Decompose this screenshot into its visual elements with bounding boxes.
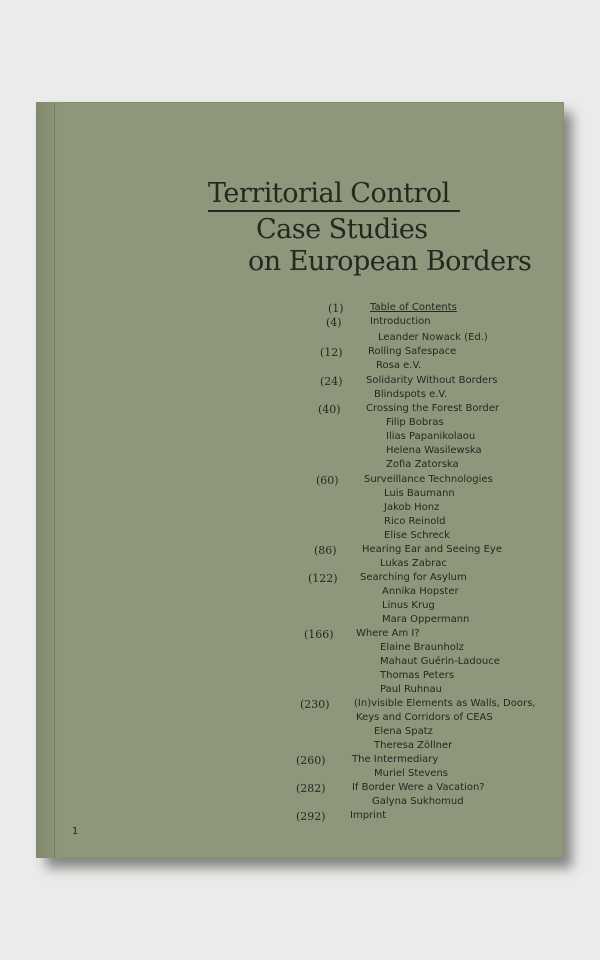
table-of-contents (36, 102, 564, 858)
toc-page-number: (24) (320, 375, 343, 388)
toc-chapter-title: Rolling Safespace (368, 346, 457, 357)
toc-page-number: (86) (314, 544, 337, 557)
toc-author: Muriel Stevens (374, 768, 449, 779)
book-cover (36, 102, 564, 858)
toc-chapter-title: Where Am I? (356, 628, 420, 639)
toc-chapter-title: Searching for Asylum (360, 572, 467, 583)
toc-chapter-title: (In)visible Elements as Walls, Doors, (354, 698, 536, 709)
toc-chapter-title: Hearing Ear and Seeing Eye (362, 544, 502, 555)
toc-chapter-title: Imprint (350, 810, 387, 821)
toc-author: Leander Nowack (Ed.) (378, 332, 488, 343)
toc-author: Jakob Honz (384, 502, 440, 513)
toc-author: Galyna Sukhomud (372, 796, 464, 807)
toc-author: Elena Spatz (374, 726, 433, 737)
toc-page-number: (230) (300, 698, 330, 711)
toc-author: Lukas Zabrac (380, 558, 447, 569)
toc-page-number: (122) (308, 572, 338, 585)
toc-author: Elise Schreck (384, 530, 450, 541)
book-subtitle-line-2: on European Borders (248, 246, 532, 277)
toc-page-number: (260) (296, 754, 326, 767)
toc-page-number: (166) (304, 628, 334, 641)
toc-page-number: (40) (318, 403, 341, 416)
book-title: Territorial Control (208, 178, 450, 209)
toc-author: Ilias Papanikolaou (386, 431, 476, 442)
toc-page-number: (60) (316, 474, 339, 487)
toc-author: Mahaut Guérin-Ladouce (380, 656, 500, 667)
toc-chapter-title: Introduction (370, 316, 431, 327)
toc-page-number: (4) (326, 316, 342, 329)
toc-author: Elaine Braunholz (380, 642, 464, 653)
toc-chapter-title: Crossing the Forest Border (366, 403, 500, 414)
toc-page-number: (12) (320, 346, 343, 359)
toc-page-number: (282) (296, 782, 326, 795)
toc-chapter-title: If Border Were a Vacation? (352, 782, 485, 793)
toc-author: Linus Krug (382, 600, 435, 611)
toc-page-number: (1) (328, 302, 344, 315)
toc-author: Filip Bobras (386, 417, 444, 428)
page-number: 1 (72, 826, 79, 837)
toc-author: Keys and Corridors of CEAS (356, 712, 493, 723)
toc-chapter-title: Surveillance Technologies (364, 474, 493, 485)
toc-author: Rosa e.V. (376, 360, 422, 371)
toc-author: Luis Baumann (384, 488, 455, 499)
toc-author: Paul Ruhnau (380, 684, 442, 695)
toc-author: Thomas Peters (380, 670, 455, 681)
toc-author: Helena Wasilewska (386, 445, 482, 456)
toc-chapter-title: Table of Contents (370, 302, 457, 313)
toc-author: Blindspots e.V. (374, 389, 448, 400)
toc-chapter-title: Solidarity Without Borders (366, 375, 498, 386)
toc-author: Mara Oppermann (382, 614, 470, 625)
toc-page-number: (292) (296, 810, 326, 823)
toc-author: Annika Hopster (382, 586, 459, 597)
toc-chapter-title: The Intermediary (352, 754, 439, 765)
book-subtitle-line-1: Case Studies (256, 214, 428, 245)
toc-author: Theresa Zöllner (374, 740, 453, 751)
toc-author: Rico Reinold (384, 516, 446, 527)
toc-author: Zofia Zatorska (386, 459, 459, 470)
